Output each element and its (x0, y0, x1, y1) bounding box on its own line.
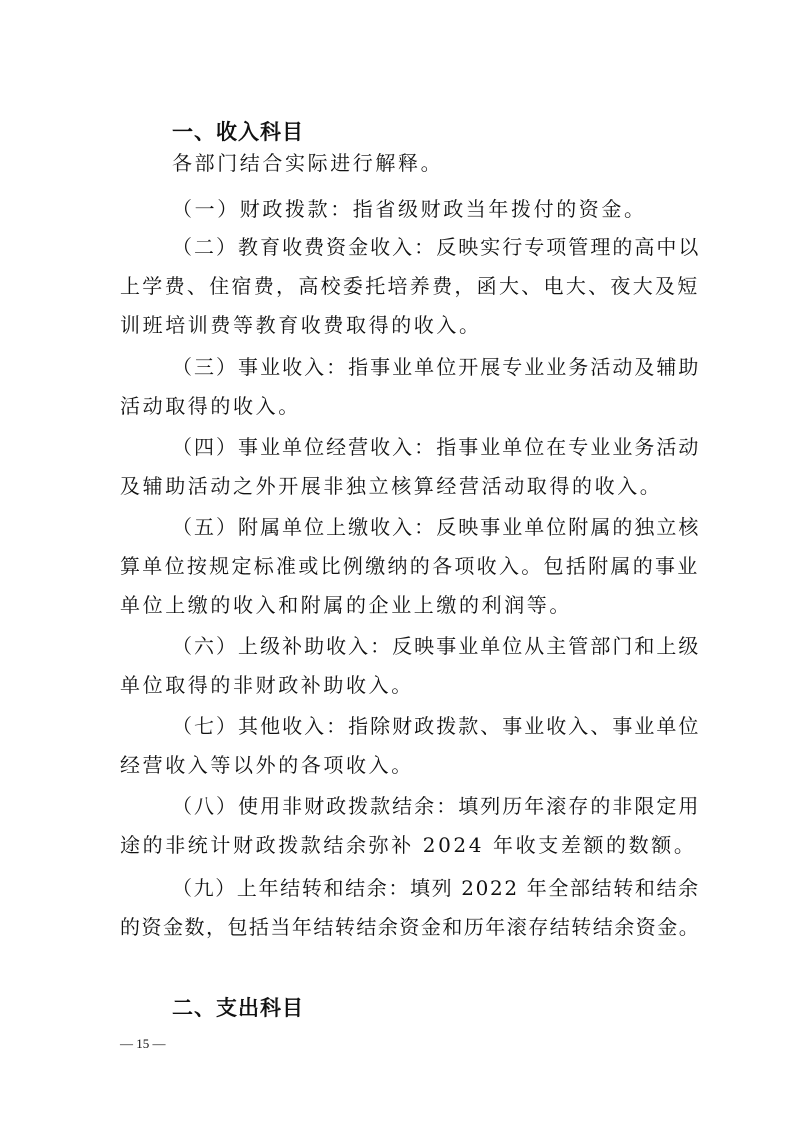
paragraph-line: 单位取得的非财政补助收入。 (120, 673, 414, 697)
paragraph-line: （二）教育收费资金收入：反映实行专项管理的高中以 (172, 235, 701, 259)
paragraph-line: （三）事业收入：指事业单位开展专业业务活动及辅助 (172, 355, 701, 379)
paragraph-line: 算单位按规定标准或比例缴纳的各项收入。包括附属的事业 (120, 554, 700, 578)
paragraph-line: 经营收入等以外的各项收入。 (120, 753, 414, 777)
paragraph-line: （一）财政拨款：指省级财政当年拨付的资金。 (172, 197, 647, 221)
paragraph-line: （九）上年结转和结余：填列 2022 年全部结转和结余 (172, 876, 700, 900)
paragraph-line: （五）附属单位上缴收入：反映事业单位附属的独立核 (172, 515, 701, 539)
paragraph-line: （七）其他收入：指除财政拨款、事业收入、事业单位 (172, 714, 701, 738)
section-heading-expenditure: 二、支出科目 (172, 996, 304, 1020)
paragraph-line: 单位上缴的收入和附属的企业上缴的利润等。 (120, 593, 572, 617)
paragraph-line: 及辅助活动之外开展非独立核算经营活动取得的收入。 (120, 474, 663, 498)
paragraph-line: 的资金数，包括当年结转结余资金和历年滚存结转结余资金。 (120, 915, 701, 939)
paragraph-line: （八）使用非财政拨款结余：填列历年滚存的非限定用 (172, 794, 701, 818)
paragraph-line: （六）上级补助收入：反映事业单位从主管部门和上级 (172, 634, 701, 658)
section-heading-income: 一、收入科目 (172, 120, 304, 144)
page-number: — 15 — (120, 1036, 166, 1051)
paragraph-line: 训班培训费等教育收费取得的收入。 (120, 313, 482, 337)
paragraph-line: 途的非统计财政拨款结余弥补 2024 年收支差额的数额。 (120, 833, 697, 857)
paragraph-line: 上学费、住宿费，高校委托培养费，函大、电大、夜大及短 (120, 274, 700, 298)
paragraph-line: （四）事业单位经营收入：指事业单位在专业业务活动 (172, 435, 701, 459)
paragraph-line: 活动取得的收入。 (120, 394, 301, 418)
intro-paragraph: 各部门结合实际进行解释。 (172, 151, 444, 175)
